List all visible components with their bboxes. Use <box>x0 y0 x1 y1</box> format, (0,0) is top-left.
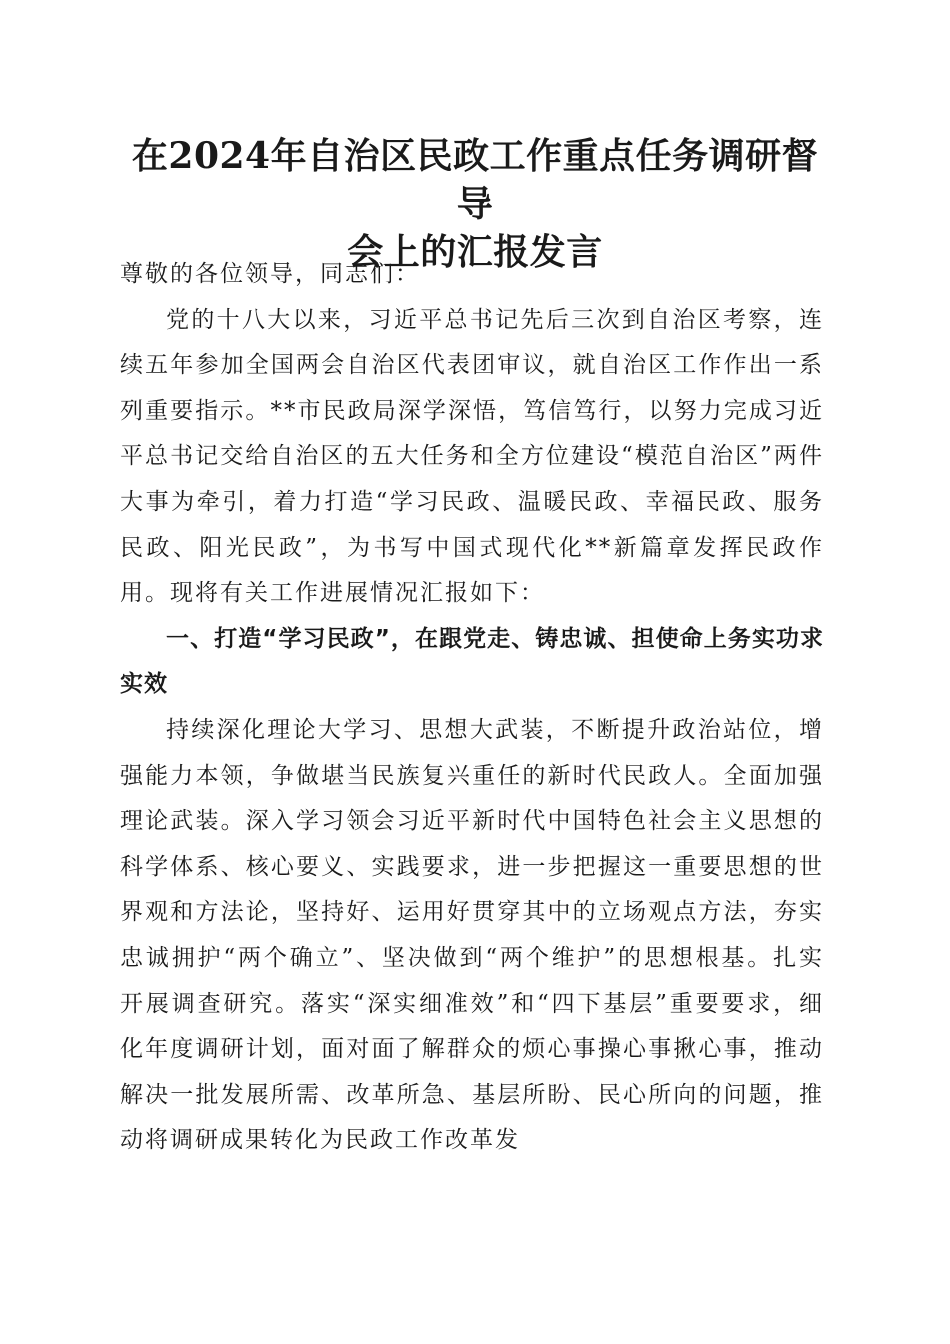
paragraph-intro: 党的十八大以来，习近平总书记先后三次到自治区考察，连续五年参加全国两会自治区代表团审议，就自治区工作作出一系列重要指示。**市民政局深学深悟，笃信笃行，以努力完成习近平总书记交给自治区的五大任务和全方位建设“模范自治区”两件大事为牵引，着力打造“学习民政、温暖民政、幸福民政、服务民政、阳光民政”，为书写中国式现代化**新篇章发挥民政作用。现将有关工作进展情况汇报如下： <box>120 306 824 607</box>
title-line-1: 在2024年自治区民政工作重点任务调研督导 <box>131 135 819 225</box>
title-line-2: 会上的汇报发言 <box>347 231 603 273</box>
paragraph-section-1: 持续深化理论大学习、思想大武装，不断提升政治站位，增强能力本领，争做堪当民族复兴重任的新时代民政人。全面加强理论武装。深入学习领会习近平新时代中国特色社会主义思想的科学体系、核心要义、实践要求，进一步把握这一重要思想的世界观和方法论，坚持好、运用好贯穿其中的立场观点方法，夯实忠诚拥护“两个确立”、坚决做到“两个维护”的思想根基。扎实开展调查研究。落实“深实细准效”和“四下基层”重要要求，细化年度调研计划，面对面了解群众的烦心事操心事揪心事，推动解决一批发展所需、改革所急、基层所盼、民心所向的问题，推动将调研成果转化为民政工作改革发 <box>120 716 824 1154</box>
document-body <box>120 252 824 1164</box>
salutation: 尊敬的各位领导，同志们： <box>120 261 420 287</box>
section-heading-1: 一、打造“学习民政”，在跟党走、铸忠诚、担使命上务实功求实效 <box>120 625 824 698</box>
